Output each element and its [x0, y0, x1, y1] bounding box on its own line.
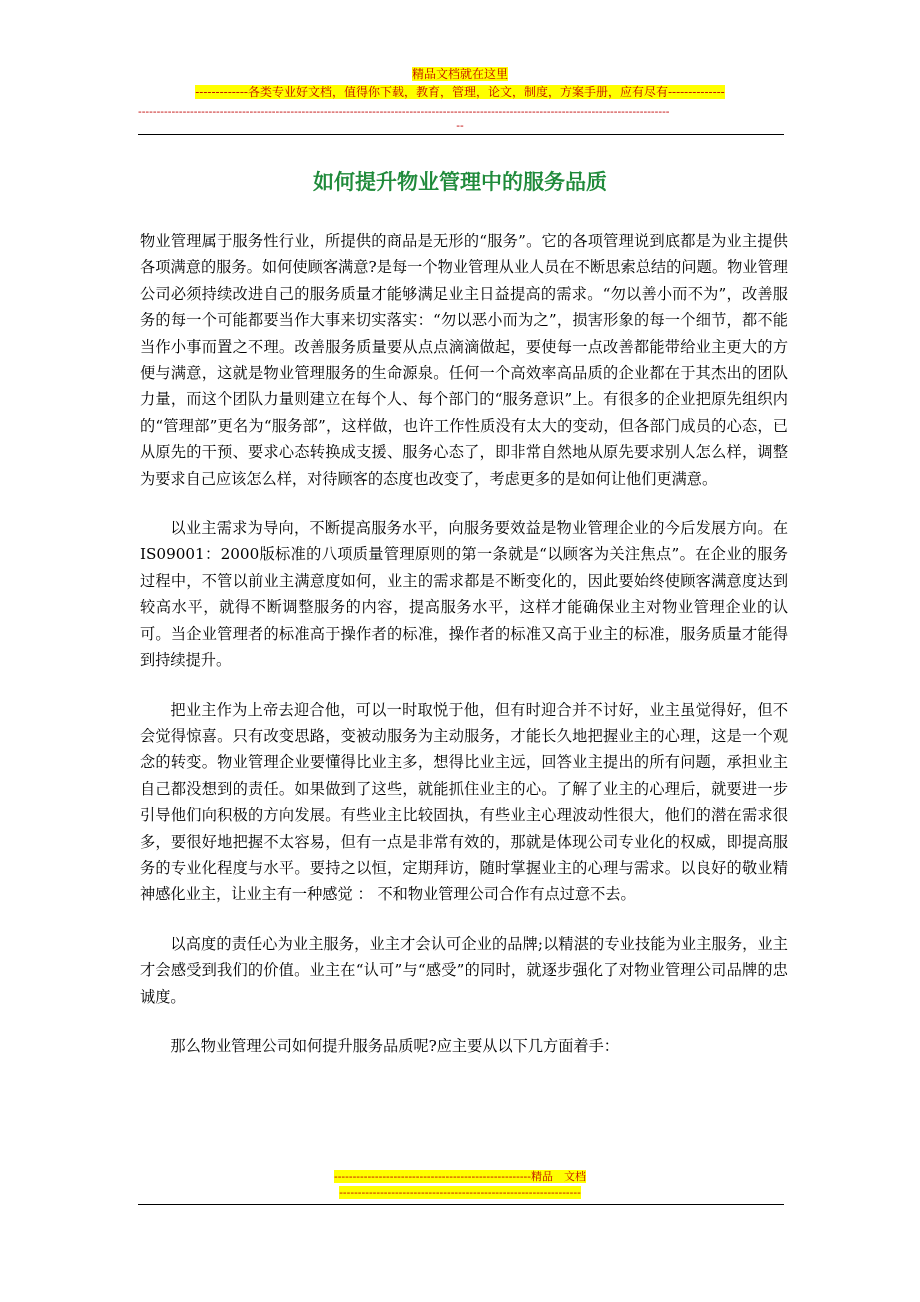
- footer-banner-line1: [0, 1170, 920, 1184]
- paragraph-1: 物业管理属于服务性行业，所提供的商品是无形的“服务”。它的各项管理说到底都是为业主提供各项满意的服务。如何使顾客满意?是每一个物业管理从业人员在不断思索总结的问题。物业管理公司必须持续改进自己的服务质量才能够满足业主日益提高的需求。“勿以善小而不为”，改善服务的每一个可能都要当作大事来切实落实：“勿以恶小而为之”，损害形象的每一个细节，都不能当作小事而置之不理。改善服务质量要从点点滴滴做起，要使每一点改善都能带给业主更大的方便与满意，这就是物业管理服务的生命源泉。任何一个高效率高品质的企业都在于其杰出的团队力量，而这个团队力量则建立在每个人、每个部门的“服务意识”上。有很多的企业把原先组织内的“管理部”更名为“服务部”，这样做，也许工作性质没有太大的变动，但各部门成员的心态，已从原先的干预、要求心态转换成支援、服务心态了，即非常自然地从原先要求别人怎么样，调整为要求自己应该怎么样，对待顾客的态度也改变了，考虑更多的是如何让他们更满意。: [140, 232, 788, 488]
- header-dash-rule: -----------------------------------------------------------------------------------------------------------------------------------------------: [138, 105, 670, 118]
- paragraph-5: 那么物业管理公司如何提升服务品质呢?应主要从以下几方面着手：: [170, 1036, 619, 1055]
- header-banner-line1: [0, 66, 920, 82]
- document-title: 如何提升物业管理中的服务品质: [313, 169, 607, 194]
- paragraph-4: 以高度的责任心为业主服务，业主才会认可企业的品牌;以精湛的专业技能为业主服务，业主才会感受到我们的价值。业主在“认可”与“感受”的同时，就逐步强化了对物业管理公司品牌的忠诚度。: [140, 934, 788, 1006]
- document-body: [140, 228, 788, 1059]
- footer-tagline: -----------------------------------------------------精品 文档: [334, 1170, 586, 1183]
- header-tagline: 精品文档就在这里: [411, 67, 508, 81]
- footer-banner-line2: [0, 1186, 920, 1200]
- paragraph-3: 把业主作为上帝去迎合他，可以一时取悦于他，但有时迎合并不讨好，业主虽觉得好，但不会觉得惊喜。只有改变思路，变被动服务为主动服务，才能长久地把握业主的心理，这是一个观念的转变。物业管理企业要懂得比业主多，想得比业主远，回答业主提出的所有问题，承担业主自己都没想到的责任。如果做到了这些，就能抓住业主的心。了解了业主的心理后，就要进一步引导他们向积极的方向发展。有些业主比较固执，有些业主心理波动性很大，他们的潜在需求很多，要很好地把握不太容易，但有一点是非常有效的，那就是体现公司专业化的权威，即提高服务的专业化程度与水平。要持之以恒，定期拜访，随时掌握业主的心理与需求。以良好的敬业精神感化业主，让业主有一种感觉 ： 不和物业管理公司合作有点过意不去。: [140, 700, 788, 904]
- header-divider: [138, 134, 784, 135]
- footer-dash-rule: -----------------------------------------------------------------: [339, 1186, 581, 1199]
- header-banner-line2: [0, 84, 920, 100]
- footer-divider: [138, 1204, 784, 1205]
- header-dash-tail: --: [456, 119, 464, 132]
- paragraph-2: 以业主需求为导向，不断提高服务水平，向服务要效益是物业管理企业的今后发展方向。在IS09001：2000版标准的八项质量管理原则的第一条就是“以顾客为关注焦点”。在企业的服务过程中，不管以前业主满意度如何，业主的需求都是不断变化的，因此要始终使顾客满意度达到较高水平，就得不断调整服务的内容，提高服务水平，这样才能确保业主对物业管理企业的认可。当企业管理者的标准高于操作者的标准，操作者的标准又高于业主的标准，服务质量才能得到持续提升。: [140, 519, 788, 670]
- header-promo: -------------各类专业好文档，值得你下载，教育，管理，论文，制度，方案手册，应有尽有--------------: [195, 85, 725, 99]
